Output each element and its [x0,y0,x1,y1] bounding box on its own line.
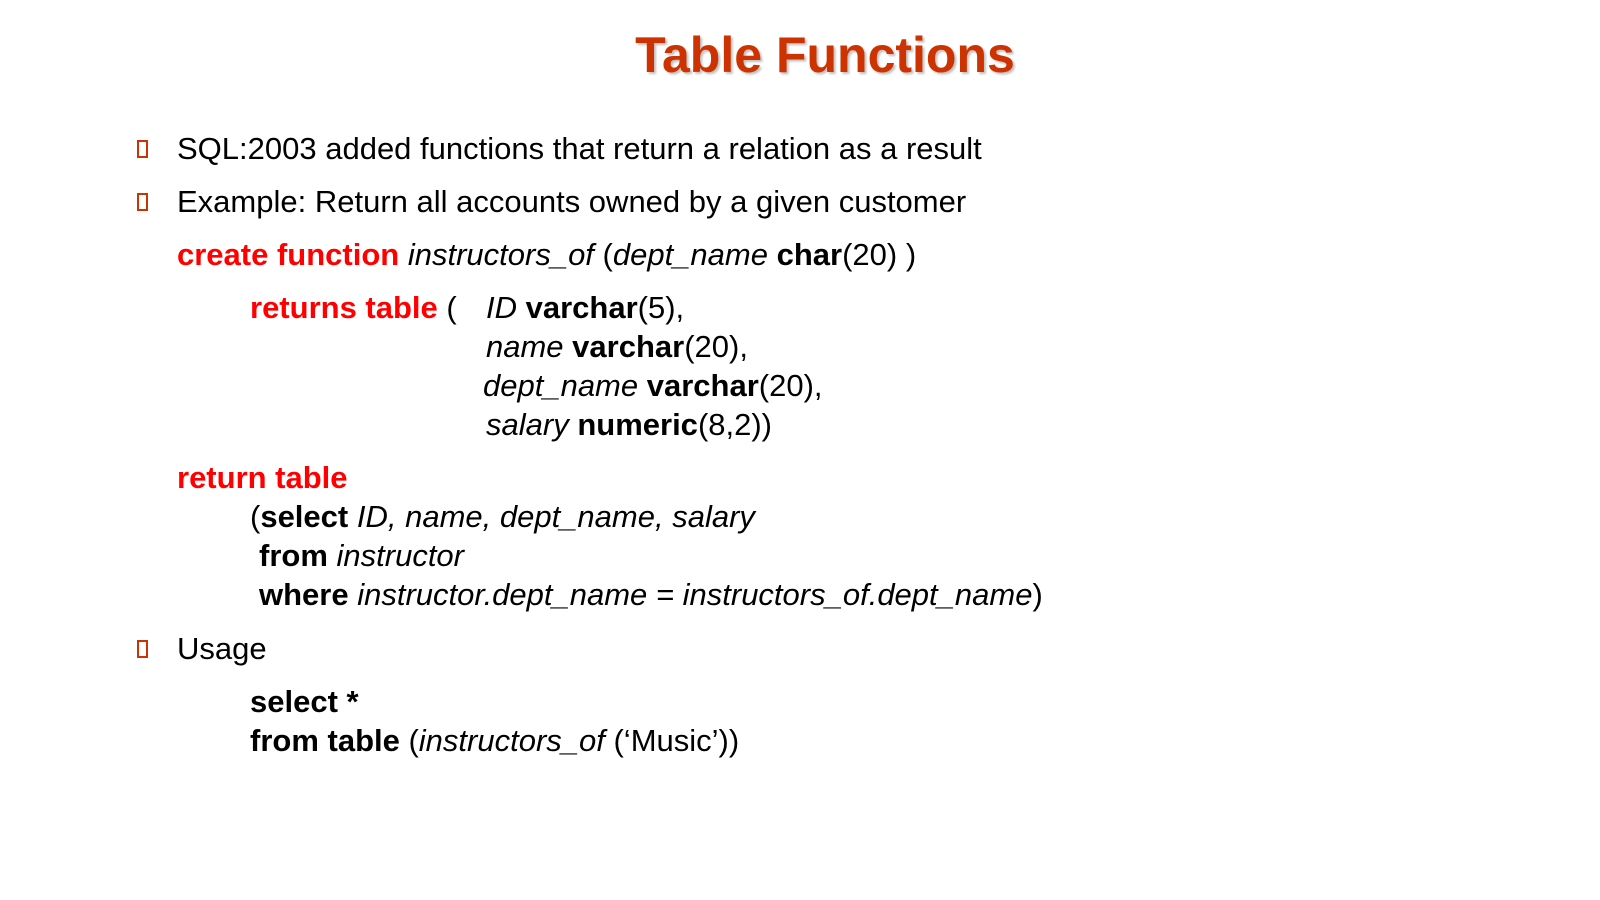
where-close-paren: ) [1032,577,1043,612]
hollow-square-bullet-icon [137,193,148,211]
code-where-line [259,576,1043,613]
from-table-keyword: from table [250,723,400,758]
column-def [486,328,748,365]
code-from-line [259,537,464,574]
bullet-text-3: Usage [177,631,267,666]
code-select-line [250,498,755,535]
column-def [486,289,684,326]
column-def [483,367,823,404]
function-name: instructors_of [407,237,594,272]
column-def [486,406,772,443]
select-columns: ID, name, dept_name, salary [356,499,755,534]
code-returns-table-line [250,289,457,326]
column-name: salary [486,407,569,442]
return-table-keyword: return table [177,460,348,495]
column-name: name [486,329,564,364]
hollow-square-bullet-icon [137,640,148,658]
page-title: Table Functions [635,27,1015,83]
usage-from-line [250,722,739,759]
code-return-table-line [177,459,348,496]
open-paren: ( [593,237,613,272]
where-condition: instructor.dept_name = instructors_of.dept_name [357,577,1033,612]
column-type: varchar [646,368,759,403]
returns-table-keyword: returns table [250,290,438,325]
code-create-function-line [177,236,916,273]
column-name: dept_name [483,368,639,403]
column-name: ID [486,290,517,325]
column-type: varchar [525,290,638,325]
create-function-keyword: create function [177,237,400,272]
usage-argument: (‘Music’)) [604,723,740,758]
usage-open-paren: ( [399,723,419,758]
column-size: (5), [637,290,685,325]
usage-select-line: select * [250,684,359,719]
column-size: (20), [758,368,823,403]
usage-function-name: instructors_of [418,723,605,758]
from-table: instructor [336,538,464,573]
column-type: numeric [577,407,698,442]
hollow-square-bullet-icon [137,140,148,158]
bullet-text-1: SQL:2003 added functions that return a relation as a result [177,131,982,166]
param-size: (20) ) [842,237,917,272]
from-keyword: from [259,538,328,573]
column-size: (8,2)) [697,407,773,442]
select-keyword: select [260,499,349,534]
char-keyword: char [776,237,843,272]
column-type: varchar [572,329,685,364]
where-keyword: where [259,577,349,612]
returns-open-paren: ( [437,290,457,325]
bullet-text-2: Example: Return all accounts owned by a given customer [177,184,967,219]
select-open-paren: ( [250,499,261,534]
column-size: (20), [684,329,748,364]
param-name: dept_name [612,237,768,272]
